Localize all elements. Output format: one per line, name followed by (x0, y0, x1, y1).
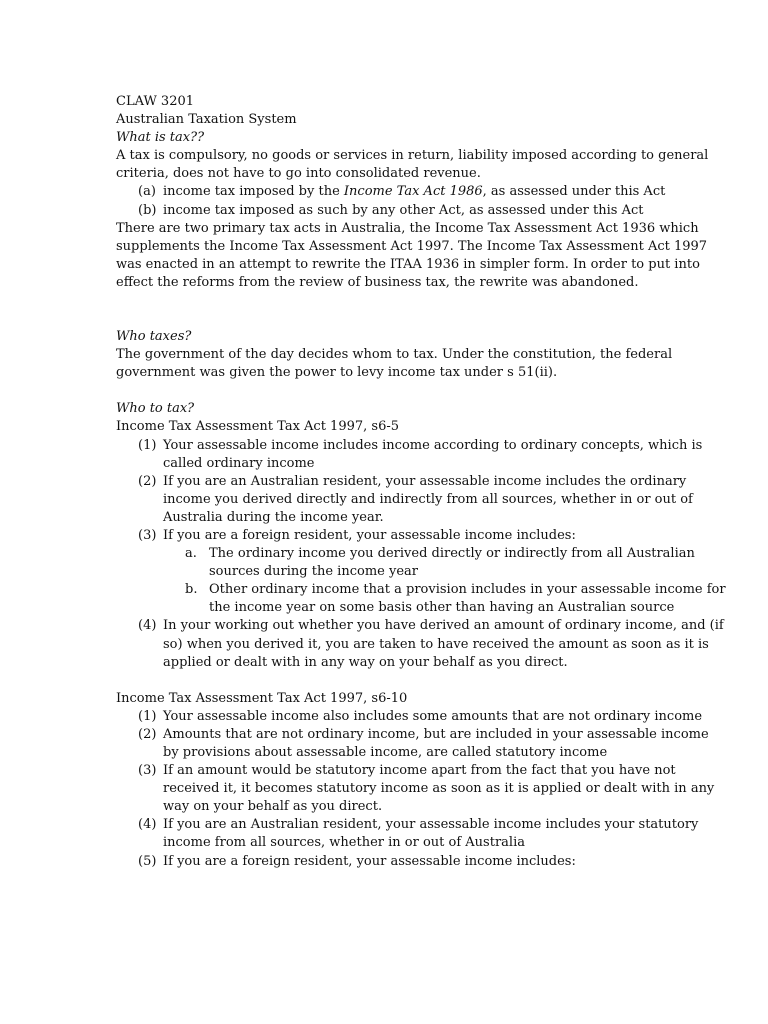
list-label: (3) (138, 763, 157, 779)
list-item-2 (116, 473, 728, 527)
spacer (116, 292, 728, 328)
list-text (163, 183, 728, 201)
sub-list-text: Other ordinary income that a provision includes in your assessable income for the income year on some basis other than having an Australian source (209, 582, 726, 616)
list-label: (b) (138, 202, 157, 218)
sub-list-label: b. (185, 582, 198, 598)
list-text: income tax imposed as such by any other Act, as assessed under this Act (163, 202, 644, 218)
list-text: If an amount would be statutory income apart from the fact that you have not received it, it becomes statutory income as soon as it is applied or dealt with in any way on your behalf as you direct. (163, 763, 715, 815)
list-text: Your assessable income includes income according to ordinary concepts, which is called ordinary income (163, 437, 703, 471)
list-text: If you are an Australian resident, your assessable income includes the ordinary income you derived directly and indirectly from all sources, whether in or out of Australia during the income year. (163, 473, 693, 525)
course-code: CLAW 3201 (116, 94, 195, 109)
list-label: (4) (138, 817, 157, 833)
list-text: If you are a foreign resident, your assessable income includes: (163, 527, 576, 543)
paragraph-who-taxes: The government of the day decides whom to tax. Under the constitution, the federal government was given the power to levy income tax under s 51(ii). (116, 347, 673, 381)
paragraph-tax-acts: There are two primary tax acts in Australia, the Income Tax Assessment Act 1936 which supplements the Income Tax Assessment Act 1997. The Income Tax Assessment Act 1997 was enacted in an attempt to rewrite the ITAA 1936 in simpler form. In order to put into effect the reforms from the review of business tax, the rewrite was abandoned. (116, 220, 708, 290)
list-label: (5) (138, 853, 157, 869)
list-text-part: , as assessed under this Act (482, 184, 666, 200)
list-item-3 (116, 527, 728, 545)
sub-list-label: a. (185, 546, 197, 562)
list-item-a (116, 183, 728, 201)
list-item-1 (116, 708, 728, 726)
list-text-part: income tax imposed by the (163, 184, 344, 200)
list-text: Amounts that are not ordinary income, but are included in your assessable income by provisions about assessable income, are called statutory income (163, 726, 709, 760)
list-item-5 (116, 853, 728, 871)
heading-who-taxes: Who taxes? (116, 329, 192, 345)
list-item-4 (116, 617, 728, 671)
spacer (116, 672, 728, 690)
act-title-italic: Income Tax Act 1986 (343, 184, 483, 200)
list-label: (2) (138, 726, 157, 742)
list-text: In your working out whether you have derived an amount of ordinary income, and (if so) when you derived it, you are taken to have received the amount as soon as it is applied or dealt with in any way on your behalf as you direct. (163, 618, 724, 670)
spacer (116, 382, 728, 400)
list-label: (a) (138, 184, 156, 200)
list-item-1 (116, 437, 728, 473)
list-label: (2) (138, 473, 157, 489)
sub-list-item-a (116, 545, 728, 581)
list-text: Your assessable income also includes some amounts that are not ordinary income (163, 708, 703, 724)
list-text: If you are an Australian resident, your assessable income includes your statutory income from all sources, whether in or out of Australia (163, 817, 699, 851)
list-item-b (116, 202, 728, 220)
list-text: If you are a foreign resident, your assessable income includes: (163, 853, 576, 869)
list-item-4 (116, 816, 728, 852)
paragraph-tax-definition: A tax is compulsory, no goods or services in return, liability imposed according to general criteria, does not have to go into consolidated revenue. (116, 148, 709, 182)
sub-list-text: The ordinary income you derived directly or indirectly from all Australian sources during the income year (209, 546, 695, 580)
heading-who-to-tax: Who to tax? (116, 401, 195, 417)
list-label: (1) (138, 437, 157, 453)
heading-what-is-tax: What is tax?? (116, 130, 205, 146)
list-label: (3) (138, 527, 157, 543)
list-item-2 (116, 726, 728, 762)
document-title: Australian Taxation System (116, 112, 297, 128)
act-reference-s6-5: Income Tax Assessment Tax Act 1997, s6-5 (116, 419, 400, 435)
list-item-3 (116, 762, 728, 816)
list-label: (1) (138, 708, 157, 724)
sub-list-item-b (116, 581, 728, 617)
list-label: (4) (138, 618, 157, 634)
act-reference-s6-10: Income Tax Assessment Tax Act 1997, s6-10 (116, 690, 408, 706)
